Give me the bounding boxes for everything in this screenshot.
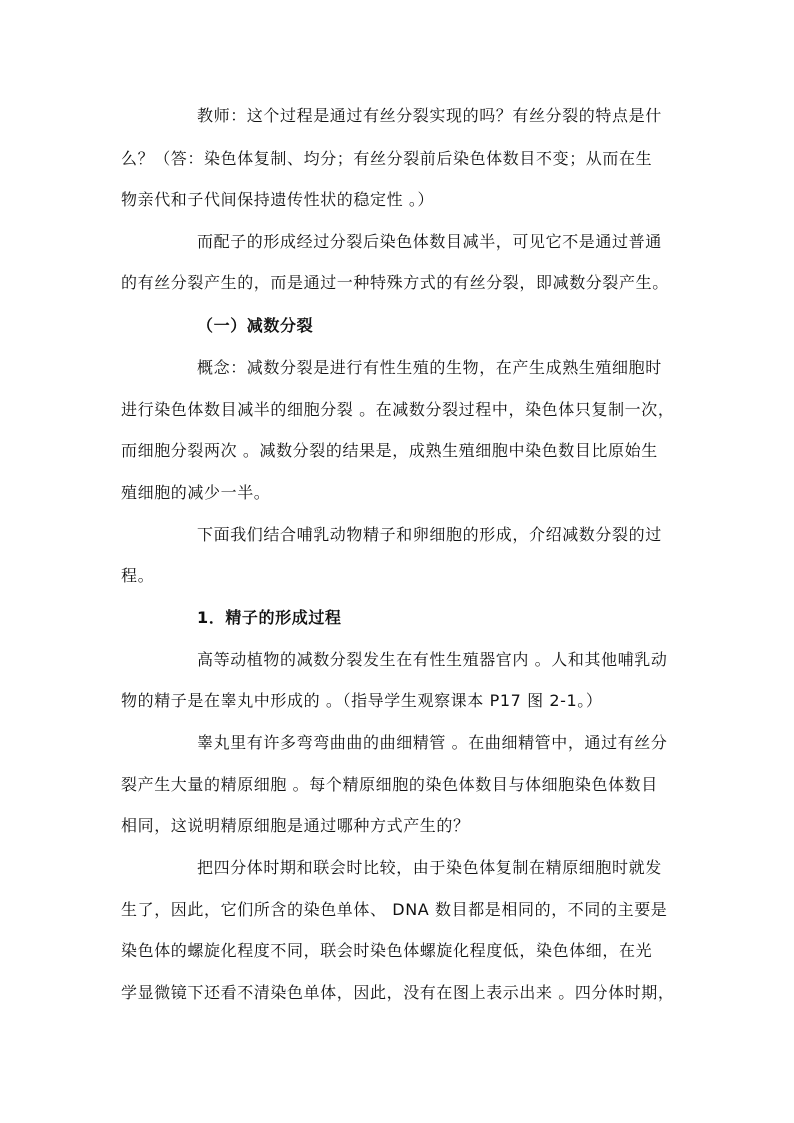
paragraph-concept-line-3: 而细胞分裂两次 。减数分裂的结果是，成熟生殖细胞中染色数目比原始生 <box>121 441 658 460</box>
paragraph-compare-line-4: 学显微镜下还看不清染色单体，因此，没有在图上表示出来 。四分体时期， <box>121 983 675 1002</box>
subsection-heading-sperm-formation: 1．精子的形成过程 <box>197 608 342 627</box>
paragraph-gamete-line-1: 而配子的形成经过分裂后染色体数目减半，可见它不是通过普通 <box>197 232 662 251</box>
paragraph-compare-line-3: 染色体的螺旋化程度不同，联会时染色体螺旋化程度低，染色体细，在光 <box>121 941 653 960</box>
section-heading-meiosis: （一）减数分裂 <box>197 316 314 335</box>
paragraph-teacher-question-line-1: 教师：这个过程是通过有丝分裂实现的吗？有丝分裂的特点是什 <box>197 106 662 125</box>
paragraph-intro-line-2: 程。 <box>121 566 155 585</box>
paragraph-tubules-line-3: 相同，这说明精原细胞是通过哪种方式产生的？ <box>121 816 470 835</box>
paragraph-organs-line-2: 物的精子是在睾丸中形成的 。（指导学生观察课本 P17 图 2-1。） <box>121 691 603 710</box>
paragraph-gamete-line-2: 的有丝分裂产生的，而是通过一种特殊方式的有丝分裂，即减数分裂产生。 <box>121 273 669 292</box>
paragraph-concept-line-4: 殖细胞的减少一半。 <box>121 483 271 502</box>
paragraph-concept-line-1: 概念：减数分裂是进行有性生殖的生物，在产生成熟生殖细胞时 <box>197 358 662 377</box>
paragraph-compare-line-1: 把四分体时期和联会时比较，由于染色体复制在精原细胞时就发 <box>197 858 662 877</box>
paragraph-tubules-line-2: 裂产生大量的精原细胞 。每个精原细胞的染色体数目与体细胞染色体数目 <box>121 775 658 794</box>
paragraph-concept-line-2: 进行染色体数目减半的细胞分裂 。在减数分裂过程中，染色体只复制一次， <box>121 400 675 419</box>
paragraph-teacher-question-line-2: 么？（答：染色体复制、均分；有丝分裂前后染色体数目不变；从而在生 <box>121 149 653 168</box>
paragraph-teacher-question-line-3: 物亲代和子代间保持遗传性状的稳定性 。） <box>121 190 435 209</box>
paragraph-compare-line-2: 生了，因此，它们所含的染色单体、 DNA 数目都是相同的，不同的主要是 <box>121 900 668 919</box>
paragraph-organs-line-1: 高等动植物的减数分裂发生在有性生殖器官内 。人和其他哺乳动 <box>197 650 668 669</box>
paragraph-intro-line-1: 下面我们结合哺乳动物精子和卵细胞的形成，介绍减数分裂的过 <box>197 525 662 544</box>
paragraph-tubules-line-1: 睾丸里有许多弯弯曲曲的曲细精管 。在曲细精管中，通过有丝分 <box>197 733 668 752</box>
